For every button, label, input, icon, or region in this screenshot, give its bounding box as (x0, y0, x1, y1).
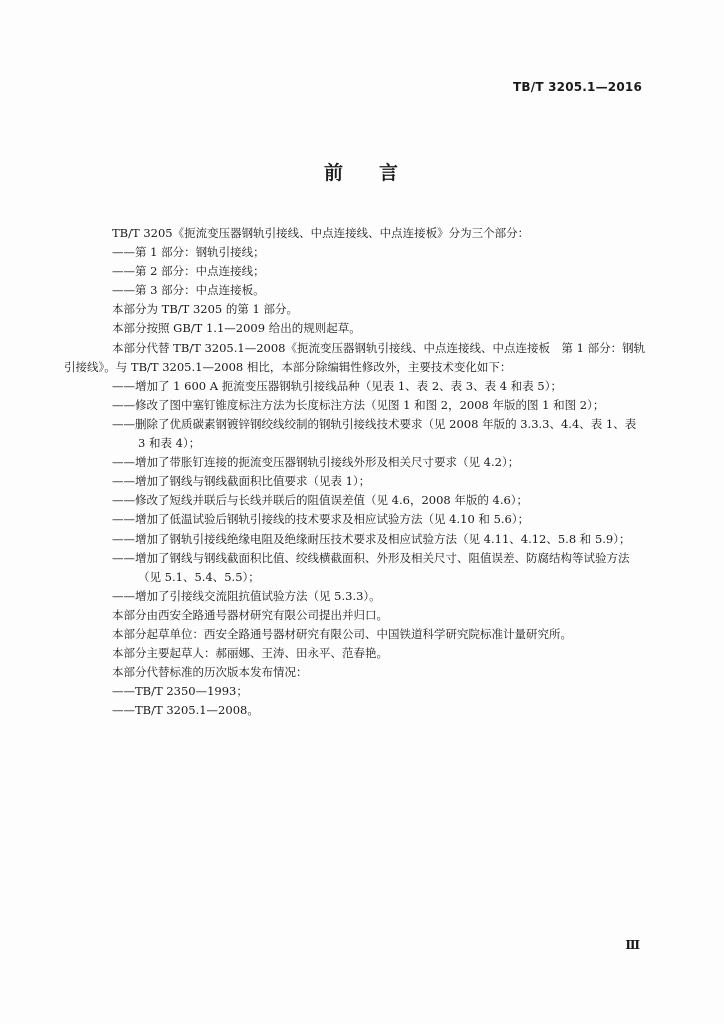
change-item-7: ——增加了低温试验后钢轨引接线的技术要求及相应试验方法（见 4.10 和 5.6）； (112, 512, 530, 527)
part-list-item-2: ——第 2 部分：中点连接线； (112, 264, 265, 279)
history-item-1: ——TB/T 2350—1993； (112, 684, 248, 699)
standard-code-header: TB/T 3205.1—2016 (513, 80, 642, 94)
change-item-9: ——增加了钢线与钢线截面积比值、绞线横截面积、外形及相关尺寸、阻值误差、防腐结构等试验方法（见 5.1、5.4、5.5）； (112, 550, 630, 584)
part-list-item-3: ——第 3 部分：中点连接板。 (112, 283, 265, 298)
change-item-1: ——增加了 1 600 A 扼流变压器钢轨引接线品种（见表 1、表 2、表 3、表 4 和表 5）； (112, 378, 562, 393)
drafting-rules-paragraph: 本部分按照 GB/T 1.1—2009 给出的规则起草。 (112, 321, 361, 336)
change-item-8: ——增加了钢轨引接线绝缘电阻及绝缘耐压技术要求及相应试验方法（见 4.11、4.12、5.8 和 5.9）； (112, 531, 631, 546)
title-char-1: 前 (323, 162, 345, 184)
history-item-2: ——TB/T 3205.1—2008。 (112, 703, 259, 718)
part-list-item-1: ——第 1 部分：钢轨引接线； (112, 245, 265, 260)
intro-paragraph: TB/T 3205《扼流变压器钢轨引接线、中点连接线、中点连接板》分为三个部分： (112, 226, 530, 240)
history-paragraph: 本部分代替标准的历次版本发布情况： (112, 665, 308, 680)
title-char-2: 言 (379, 162, 401, 184)
change-item-5: ——增加了钢线与钢线截面积比值要求（见表 1）； (112, 474, 371, 489)
this-part-paragraph: 本部分为 TB/T 3205 的第 1 部分。 (112, 302, 299, 317)
replaces-paragraph: 本部分代替 TB/T 3205.1—2008《扼流变压器钢轨引接线、中点连接线、中点连接板 第 1 部分：钢轨引接线》。与 TB/T 3205.1—2008 相比，本部分除编辑性修改外，主要技术变化如下： (64, 340, 646, 374)
foreword-body (64, 224, 646, 720)
change-item-4: ——增加了带胀钉连接的扼流变压器钢轨引接线外形及相关尺寸要求（见 4.2）； (112, 455, 520, 470)
drafters-paragraph: 本部分主要起草人：郝丽娜、王涛、田永平、范春艳。 (112, 646, 388, 661)
change-item-3: ——删除了优质碳素钢镀锌钢绞线绞制的钢轨引接线技术要求（见 2008 年版的 3.3.3、4.4、表 1、表 3 和表 4）； (112, 416, 637, 451)
proposed-paragraph: 本部分由西安全路通号器材研究有限公司提出并归口。 (112, 607, 388, 622)
page-title (0, 158, 724, 185)
change-item-6: ——修改了短线并联后与长线并联后的阻值误差值（见 4.6，2008 年版的 4.6）； (112, 493, 529, 508)
page-number: Ⅲ (625, 938, 640, 952)
drafting-units-paragraph: 本部分起草单位：西安全路通号器材研究有限公司、中国铁道科学研究院标准计量研究所。 (112, 626, 572, 641)
change-item-2: ——修改了图中塞钉锥度标注方法为长度标注方法（见图 1 和图 2，2008 年版的图 1 和图 2）； (112, 397, 605, 412)
change-item-10: ——增加了引接线交流阻抗值试验方法（见 5.3.3）。 (112, 588, 381, 603)
